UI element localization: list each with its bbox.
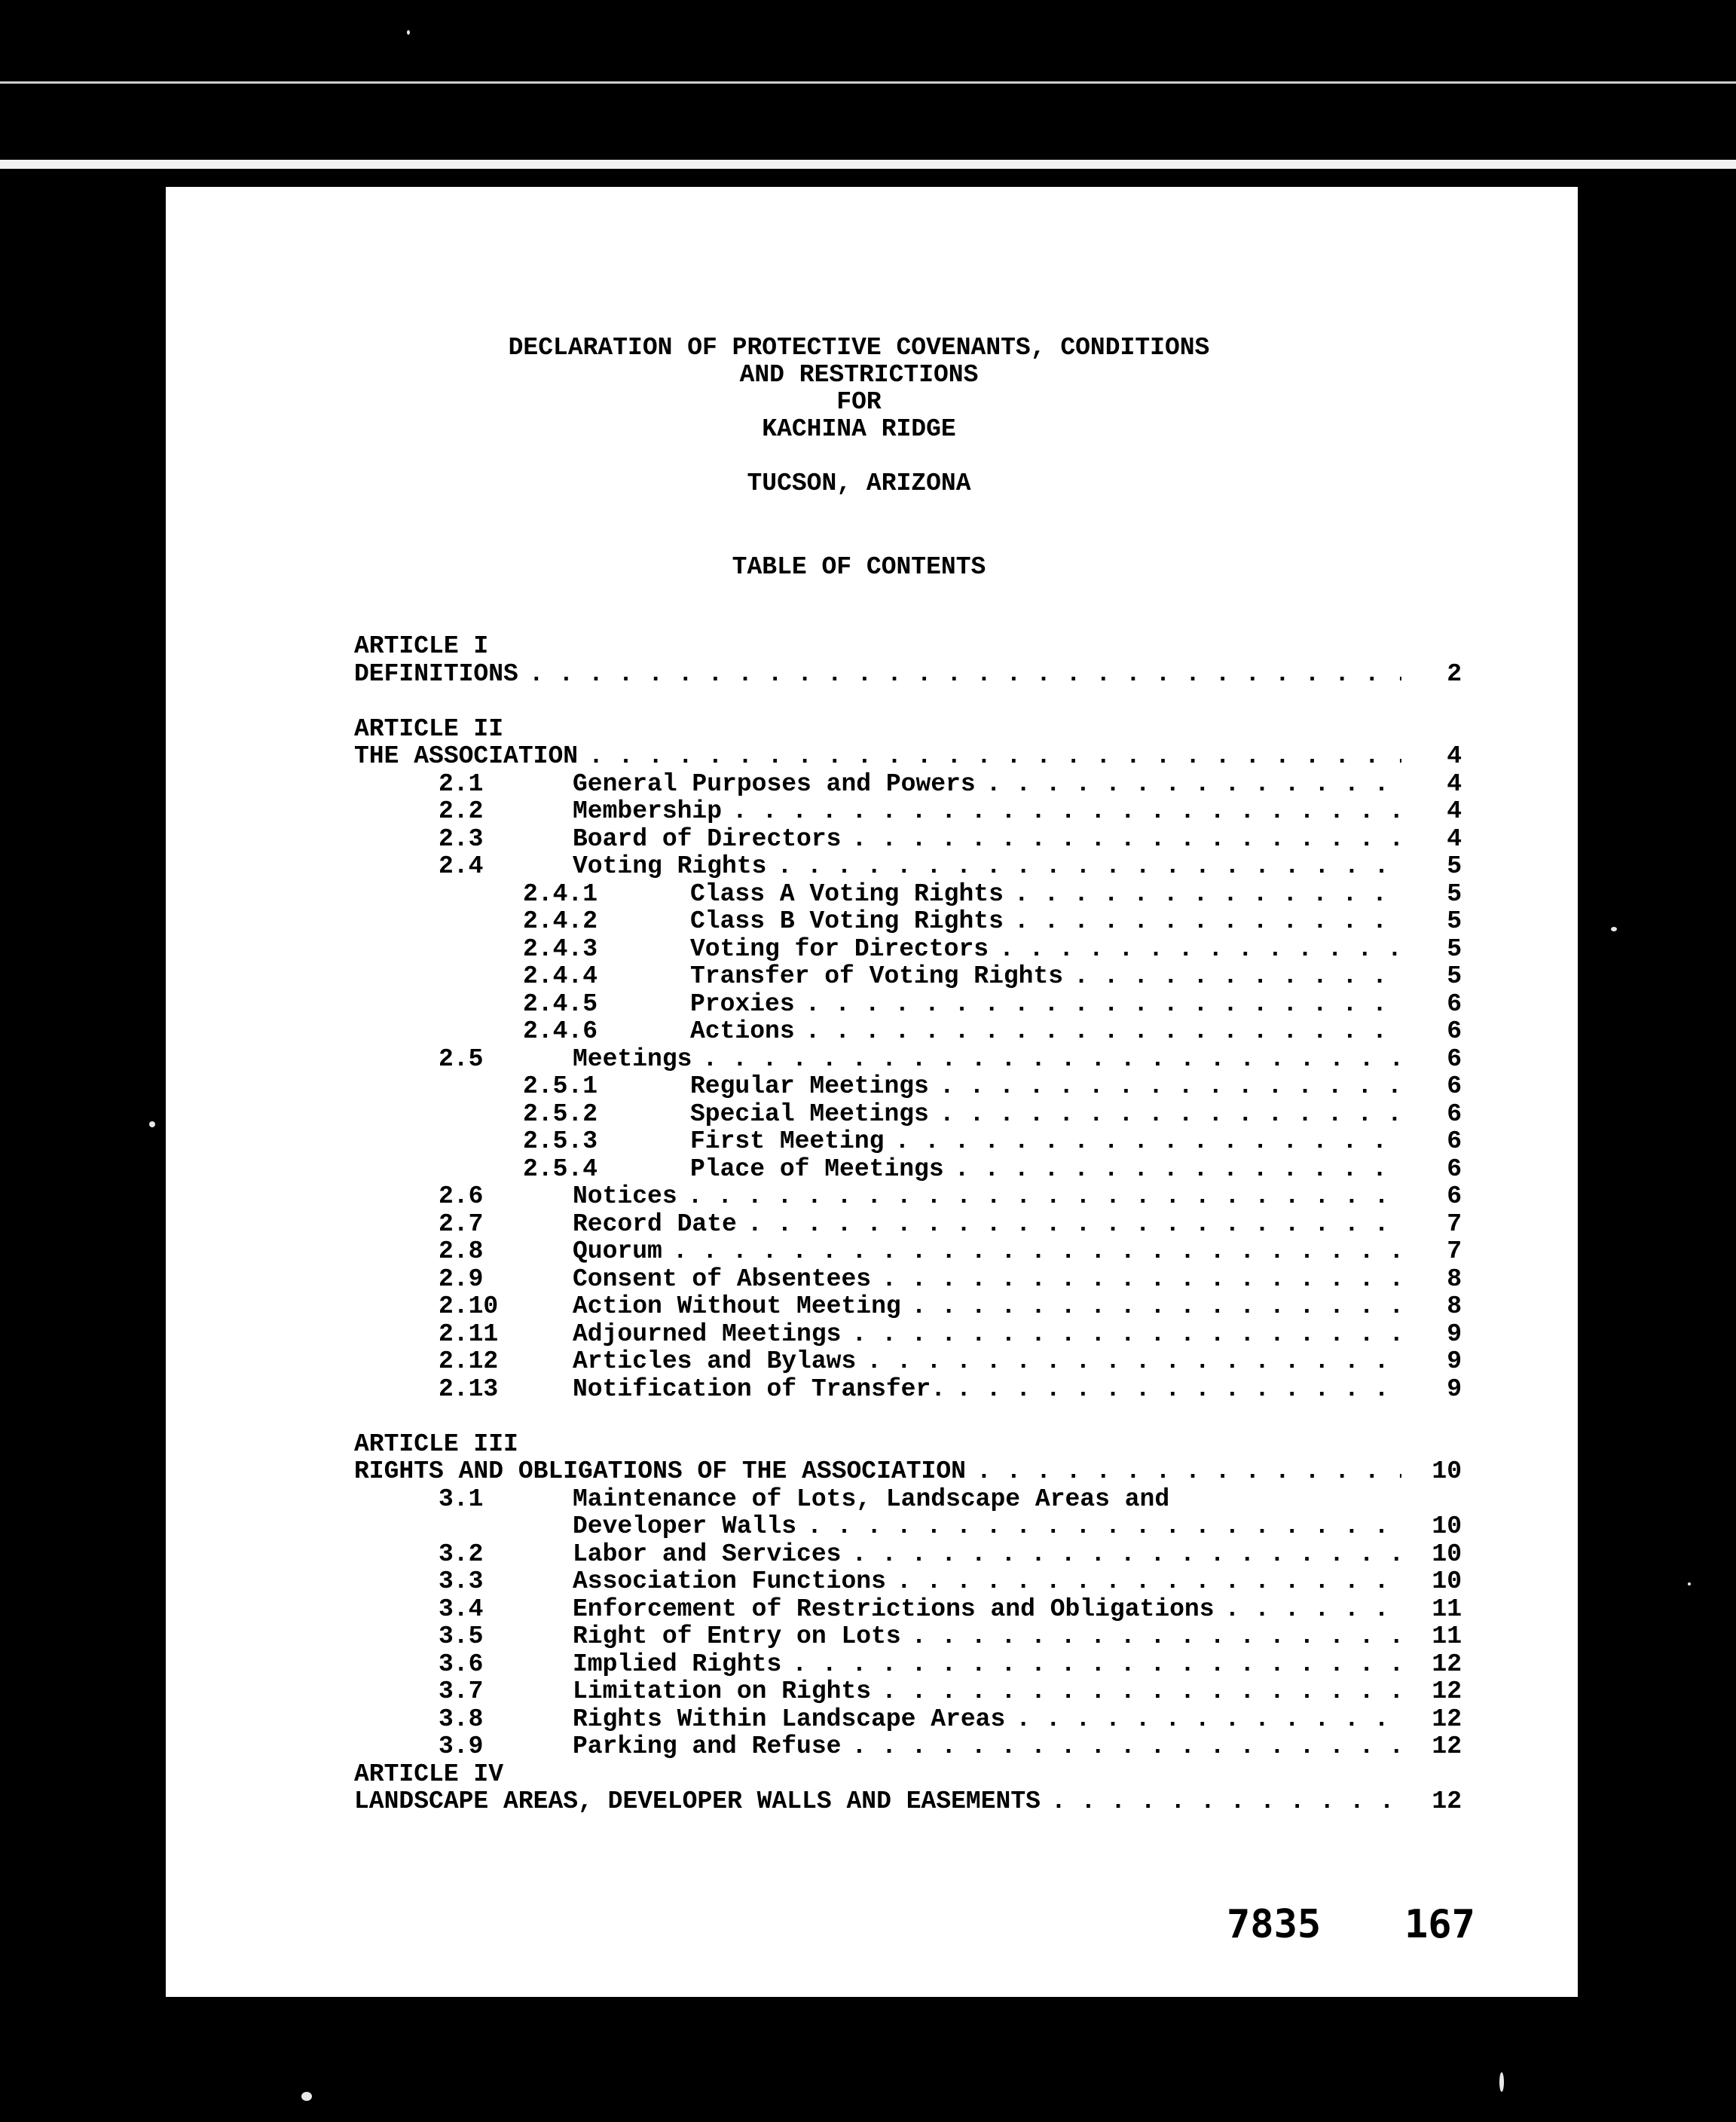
dot-leader: [578, 743, 1401, 771]
page-ref: 10: [1432, 1540, 1462, 1568]
section-number: 2.2: [439, 797, 484, 825]
scan-border-line: [0, 81, 1736, 84]
page-ref: 6: [1447, 1072, 1462, 1100]
dot-leader: [929, 1073, 1401, 1101]
table-of-contents: [354, 633, 1462, 1816]
page-ref: 10: [1432, 1567, 1462, 1595]
entry-label: Record Date: [573, 1209, 737, 1238]
dot-leader: [1005, 1706, 1401, 1734]
page-number: 167: [1404, 1902, 1475, 1947]
toc-entry: [354, 881, 1462, 909]
entry-label: DEFINITIONS: [354, 659, 518, 688]
entry-label: Notices: [573, 1182, 677, 1210]
scan-speck: [1611, 927, 1617, 931]
toc-entry: [354, 1678, 1462, 1706]
page-ref: 6: [1447, 989, 1462, 1018]
entry-label: Regular Meetings: [690, 1072, 929, 1100]
toc-entry: [354, 826, 1462, 854]
entry-label: THE ASSOCIATION: [354, 742, 579, 770]
dot-leader: [944, 1156, 1401, 1184]
dot-leader: [722, 798, 1401, 826]
section-number: 3.6: [439, 1650, 484, 1678]
entry-label: ARTICLE IV: [354, 1760, 504, 1788]
page-ref: 7: [1447, 1209, 1462, 1238]
toc-entry: [354, 1651, 1462, 1679]
toc-entry: [354, 1101, 1462, 1129]
dot-leader: [1063, 963, 1401, 991]
dot-leader: [1004, 881, 1401, 909]
dot-leader: [871, 1678, 1401, 1706]
entry-label: ARTICLE III: [354, 1429, 518, 1458]
dot-leader: [677, 1183, 1401, 1211]
page-ref: 12: [1432, 1787, 1462, 1815]
scan-speck: [149, 1121, 155, 1127]
section-number: 3.2: [439, 1540, 484, 1568]
page-ref: 6: [1447, 1044, 1462, 1073]
dot-leader: [781, 1651, 1401, 1679]
page-ref: 11: [1432, 1595, 1462, 1623]
scan-speck: [1688, 1582, 1691, 1585]
page-ref: 6: [1447, 1154, 1462, 1183]
dot-leader: [841, 1321, 1401, 1349]
dot-leader: [1004, 908, 1401, 936]
toc-entry: [354, 633, 1462, 661]
entry-label: Quorum: [573, 1237, 662, 1265]
page-ref: 9: [1447, 1319, 1462, 1348]
toc-entry: [354, 1623, 1462, 1651]
section-number: 2.3: [439, 824, 484, 853]
entry-label: Consent of Absentees: [573, 1264, 872, 1293]
entry-label: Meetings: [573, 1044, 692, 1073]
page-ref: 8: [1447, 1292, 1462, 1320]
entry-label: Maintenance of Lots, Landscape Areas and: [573, 1484, 1170, 1513]
entry-label: Voting Rights: [573, 852, 767, 880]
entry-label: ARTICLE I: [354, 632, 489, 660]
title-line: DECLARATION OF PROTECTIVE COVENANTS, CONDITIONS: [508, 334, 1210, 362]
entry-label: Class B Voting Rights: [690, 907, 1004, 935]
dot-leader: [976, 771, 1401, 799]
entry-label: Action Without Meeting: [573, 1292, 901, 1320]
dot-leader: [841, 826, 1401, 854]
entry-label: Developer Walls: [573, 1512, 797, 1540]
dot-leader: [841, 1541, 1401, 1569]
entry-label: Notification of Transfer.: [573, 1374, 946, 1403]
section-number: 2.5: [439, 1044, 484, 1073]
dot-leader: [946, 1376, 1401, 1404]
page-ref: 4: [1447, 797, 1462, 825]
toc-entry: [354, 1541, 1462, 1569]
section-number: 2.12: [439, 1347, 499, 1375]
section-number: 2.5.2: [523, 1099, 598, 1128]
entry-label: Membership: [573, 797, 723, 825]
page-ref: 12: [1432, 1705, 1462, 1733]
section-number: 2.1: [439, 769, 484, 798]
dot-leader: [766, 853, 1401, 881]
scan-speck: [301, 2092, 312, 2101]
toc-entry: [354, 743, 1462, 771]
entry-label: Actions: [690, 1017, 795, 1045]
document-page: [166, 187, 1578, 1997]
section-number: 3.5: [439, 1622, 484, 1650]
page-ref: 9: [1447, 1374, 1462, 1403]
toc-entry: [354, 1183, 1462, 1211]
section-number: 3.3: [439, 1567, 484, 1595]
page-ref: 12: [1432, 1732, 1462, 1760]
section-number: 2.4.5: [523, 989, 598, 1018]
toc-entry: [354, 771, 1462, 799]
toc-entry: [354, 1596, 1462, 1624]
toc-entry: [354, 1458, 1462, 1486]
toc-entry: [354, 716, 1462, 744]
scan-speck: [1499, 2072, 1504, 2092]
toc-entry: [354, 661, 1462, 689]
entry-label: Association Functions: [573, 1567, 886, 1595]
dot-leader: [901, 1623, 1401, 1651]
toc-entry: [354, 1128, 1462, 1156]
dot-leader: [884, 1128, 1401, 1156]
dot-leader: [796, 1513, 1401, 1541]
page-ref: 11: [1432, 1622, 1462, 1650]
dot-leader: [966, 1458, 1401, 1486]
dot-leader: [662, 1238, 1401, 1266]
dot-leader: [1215, 1596, 1401, 1624]
entry-label: General Purposes and Powers: [573, 769, 976, 798]
entry-label: Limitation on Rights: [573, 1677, 872, 1705]
section-number: 2.4.4: [523, 962, 598, 990]
toc-entry: [354, 1293, 1462, 1321]
dot-leader: [692, 1046, 1401, 1074]
dot-leader: [886, 1568, 1401, 1596]
page-ref: 7: [1447, 1237, 1462, 1265]
page-ref: 6: [1447, 1127, 1462, 1155]
entry-label: First Meeting: [690, 1127, 885, 1155]
section-number: 3.8: [439, 1705, 484, 1733]
entry-label: Enforcement of Restrictions and Obligations: [573, 1595, 1215, 1623]
dot-leader: [871, 1266, 1401, 1294]
page-ref: 10: [1432, 1457, 1462, 1485]
section-number: 3.7: [439, 1677, 484, 1705]
scan-border-line: [0, 160, 1736, 169]
toc-entry: [354, 1211, 1462, 1239]
dot-leader: [795, 991, 1401, 1019]
page-ref: 5: [1447, 907, 1462, 935]
toc-entry: [354, 798, 1462, 826]
page-ref: 9: [1447, 1347, 1462, 1375]
document-number: 7835: [1227, 1902, 1322, 1947]
toc-entry: [354, 1156, 1462, 1184]
toc-entry: [354, 1266, 1462, 1294]
section-number: 2.4.1: [523, 879, 598, 908]
section-number: 2.4.3: [523, 934, 598, 963]
entry-label: Board of Directors: [573, 824, 842, 853]
toc-entry: [354, 1486, 1462, 1514]
toc-entry: [354, 1376, 1462, 1404]
page-ref: 4: [1447, 742, 1462, 770]
section-number: 2.10: [439, 1292, 499, 1320]
entry-label: Proxies: [690, 989, 795, 1018]
page-ref: 6: [1447, 1182, 1462, 1210]
dot-leader: [795, 1018, 1401, 1046]
page-ref: 5: [1447, 852, 1462, 880]
section-number: 2.5.1: [523, 1072, 598, 1100]
toc-entry: [354, 908, 1462, 936]
entry-label: RIGHTS AND OBLIGATIONS OF THE ASSOCIATION: [354, 1457, 966, 1485]
entry-label: Rights Within Landscape Areas: [573, 1705, 1006, 1733]
entry-label: Right of Entry on Lots: [573, 1622, 901, 1650]
page-ref: 12: [1432, 1650, 1462, 1678]
entry-label: ARTICLE II: [354, 714, 504, 743]
entry-label: Adjourned Meetings: [573, 1319, 842, 1348]
toc-entry: [354, 963, 1462, 991]
toc-entry: [354, 1238, 1462, 1266]
section-number: 2.4: [439, 852, 484, 880]
page-ref: 6: [1447, 1017, 1462, 1045]
title-line: FOR: [836, 388, 882, 416]
page-ref: 4: [1447, 824, 1462, 853]
page-ref: 10: [1432, 1512, 1462, 1540]
toc-entry: [354, 1761, 1462, 1789]
section-number: 2.4.6: [523, 1017, 598, 1045]
page-ref: 5: [1447, 934, 1462, 963]
entry-label: Implied Rights: [573, 1650, 782, 1678]
title-line: KACHINA RIDGE: [762, 415, 956, 443]
page-ref: 4: [1447, 769, 1462, 798]
entry-label: Voting for Directors: [690, 934, 989, 963]
section-number: 2.5.3: [523, 1127, 598, 1155]
dot-leader: [518, 661, 1401, 689]
section-number: 2.11: [439, 1319, 499, 1348]
page-ref: 2: [1447, 659, 1462, 688]
section-number: 2.9: [439, 1264, 484, 1293]
dot-leader: [901, 1293, 1401, 1321]
section-number: 3.9: [439, 1732, 484, 1760]
toc-entry: [354, 1046, 1462, 1074]
toc-entry: [354, 1321, 1462, 1349]
dot-leader: [856, 1348, 1401, 1376]
toc-entry: [354, 1073, 1462, 1101]
dot-leader: [841, 1733, 1401, 1761]
toc-entry: [354, 853, 1462, 881]
entry-label: LANDSCAPE AREAS, DEVELOPER WALLS AND EASEMENTS: [354, 1787, 1041, 1815]
section-number: 3.1: [439, 1484, 484, 1513]
toc-entry: [354, 1568, 1462, 1596]
toc-entry: [354, 1513, 1462, 1541]
toc-entry: [354, 1788, 1462, 1816]
section-number: 3.4: [439, 1595, 484, 1623]
page-ref: 6: [1447, 1099, 1462, 1128]
dot-leader: [929, 1101, 1401, 1129]
section-number: 2.7: [439, 1209, 484, 1238]
dot-leader: [737, 1211, 1401, 1239]
scan-speck: [407, 30, 410, 35]
toc-entry: [354, 1018, 1462, 1046]
dot-leader: [989, 936, 1401, 964]
section-number: 2.8: [439, 1237, 484, 1265]
toc-entry: [354, 936, 1462, 964]
section-number: 2.4.2: [523, 907, 598, 935]
entry-label: Parking and Refuse: [573, 1732, 842, 1760]
toc-entry: [354, 1706, 1462, 1734]
entry-label: Special Meetings: [690, 1099, 929, 1128]
section-number: 2.5.4: [523, 1154, 598, 1183]
entry-label: Labor and Services: [573, 1540, 842, 1568]
toc-entry: [354, 1431, 1462, 1459]
dot-leader: [1041, 1788, 1401, 1816]
title-line: AND RESTRICTIONS: [739, 361, 979, 389]
section-number: 2.6: [439, 1182, 484, 1210]
location: TUCSON, ARIZONA: [747, 469, 971, 497]
entry-label: Transfer of Voting Rights: [690, 962, 1064, 990]
section-number: 2.13: [439, 1374, 499, 1403]
entry-label: Place of Meetings: [690, 1154, 944, 1183]
title-block: [166, 335, 1552, 497]
toc-entry: [354, 991, 1462, 1019]
page-ref: 5: [1447, 962, 1462, 990]
entry-label: Articles and Bylaws: [573, 1347, 857, 1375]
page-ref: 12: [1432, 1677, 1462, 1705]
page-ref: 5: [1447, 879, 1462, 908]
entry-label: Class A Voting Rights: [690, 879, 1004, 908]
page-ref: 8: [1447, 1264, 1462, 1293]
toc-title: TABLE OF CONTENTS: [732, 553, 986, 581]
toc-entry: [354, 1348, 1462, 1376]
toc-entry: [354, 1733, 1462, 1761]
